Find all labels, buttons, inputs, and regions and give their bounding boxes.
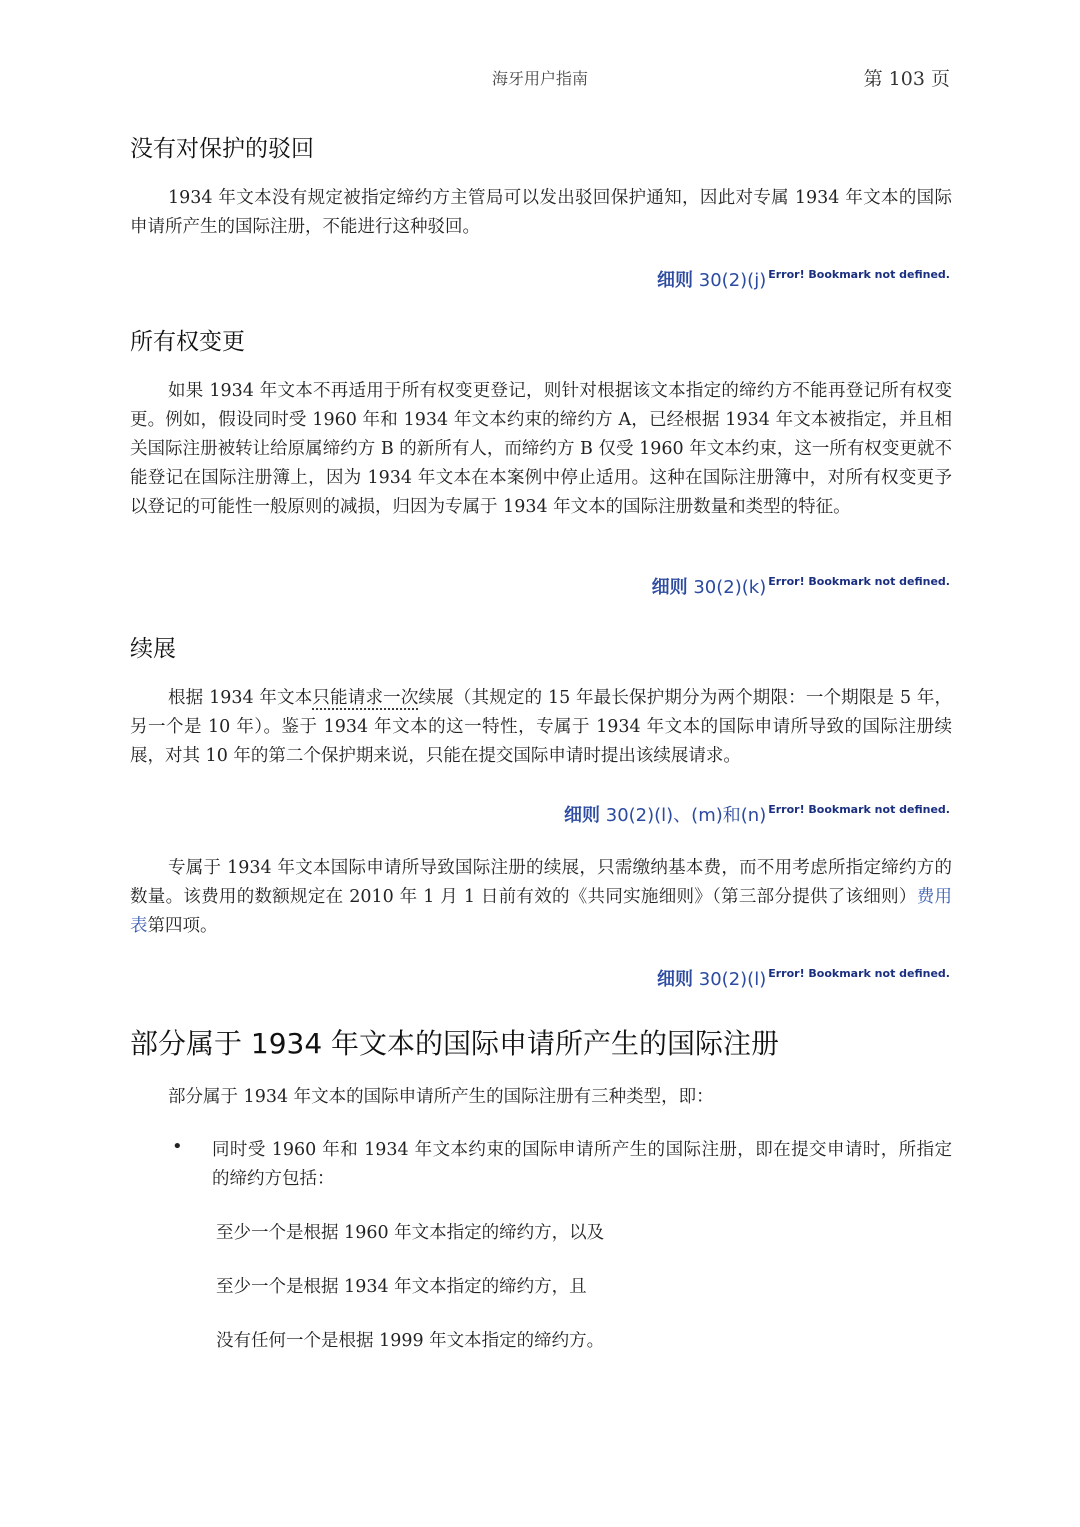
sub-item-1960: 至少一个是根据 1960 年文本指定的缔约方，以及 [216, 1223, 605, 1243]
rule-label: 细则 [651, 577, 688, 598]
fee-schedule-link[interactable]: 费用表 [130, 887, 953, 936]
rule-label: 细则 [564, 805, 601, 826]
bookmark-error: Error! Bookmark not defined. [768, 575, 950, 588]
heading-partial-1934: 部分属于 1934 年文本的国际申请所产生的国际注册 [130, 1027, 780, 1060]
renewal-text-a: 根据 1934 年文本 [168, 688, 313, 708]
bullet-item: 同时受 1960 年和 1934 年文本约束的国际申请所产生的国际注册，即在提交申请时，所指定的缔约方包括： [212, 1140, 952, 1189]
heading-no-refusal: 没有对保护的驳回 [130, 136, 314, 162]
paragraph-renewal-2 [130, 854, 952, 941]
heading-renewal: 续展 [130, 636, 176, 662]
heading-ownership-change: 所有权变更 [130, 329, 245, 355]
rule-number: 30(2)(k) [687, 577, 767, 598]
bookmark-error: Error! Bookmark not defined. [768, 967, 950, 980]
rule-number: 30(2)(j) [693, 270, 767, 291]
bookmark-error: Error! Bookmark not defined. [768, 268, 950, 281]
renewal-text-b: 续展（其规定的 15 年最长保护期分为两个期限：一个期限是 5 年，另一个是 10 年）。鉴于 1934 年文本的这一特性，专属于 1934 年文本的国际申请所导致的国际注册续展，对其 10 年的第二个保护期来说，只能在提交国际申请时提出该续展请求。 [130, 688, 953, 766]
rule-reference-30-2-j[interactable] [657, 266, 950, 292]
renewal-emphasis: 只能请求一次 [312, 688, 419, 708]
page-number: 第 103 页 [863, 68, 950, 90]
paragraph-renewal-1 [130, 684, 952, 771]
rule-number: 30(2)(l)、(m)和(n) [600, 805, 767, 826]
rule-label: 细则 [657, 969, 694, 990]
renewal2-text-a: 专属于 1934 年文本国际申请所导致国际注册的续展，只需缴纳基本费，而不用考虑所指定缔约方的数量。该费用的数额规定在 2010 年 1 月 1 日前有效的《共同实施细则》（第三部分提供了该细则） [130, 858, 952, 907]
paragraph-partial-intro: 部分属于 1934 年文本的国际申请所产生的国际注册有三种类型，即： [168, 1087, 714, 1107]
paragraph-ownership-change: 如果 1934 年文本不再适用于所有权变更登记，则针对根据该文本指定的缔约方不能再登记所有权变更。例如，假设同时受 1960 年和 1934 年文本约束的缔约方 A，已经根据 1934 年文本被指定，并且相关国际注册被转让给原属缔约方 B 的新所有人，而缔约方 B 仅受 1960 年文本约束，这一所有权变更就不能登记在国际注册簿上，因为 1934 年文本在本案例中停止适用。这种在国际注册簿中，对所有权变更予以登记的可能性一般原则的减损，归因为专属于 1934 年文本的国际注册数量和类型的特征。 [130, 381, 952, 517]
rule-number: 30(2)(l) [693, 969, 767, 990]
bullet-icon: • [172, 1136, 183, 1157]
page-header-title: 海牙用户指南 [491, 69, 588, 88]
rule-reference-30-2-l[interactable] [657, 965, 950, 991]
sub-item-1999: 没有任何一个是根据 1999 年文本指定的缔约方。 [216, 1331, 605, 1351]
rule-label: 细则 [657, 270, 694, 291]
paragraph-no-refusal: 1934 年文本没有规定被指定缔约方主管局可以发出驳回保护通知，因此对专属 1934 年文本的国际申请所产生的国际注册，不能进行这种驳回。 [130, 188, 952, 237]
rule-reference-30-2-l-m-n[interactable] [564, 801, 950, 827]
rule-reference-30-2-k[interactable] [652, 573, 950, 599]
renewal2-text-b: 第四项。 [147, 916, 218, 936]
bookmark-error: Error! Bookmark not defined. [768, 803, 950, 816]
sub-item-1934: 至少一个是根据 1934 年文本指定的缔约方，且 [216, 1277, 587, 1297]
